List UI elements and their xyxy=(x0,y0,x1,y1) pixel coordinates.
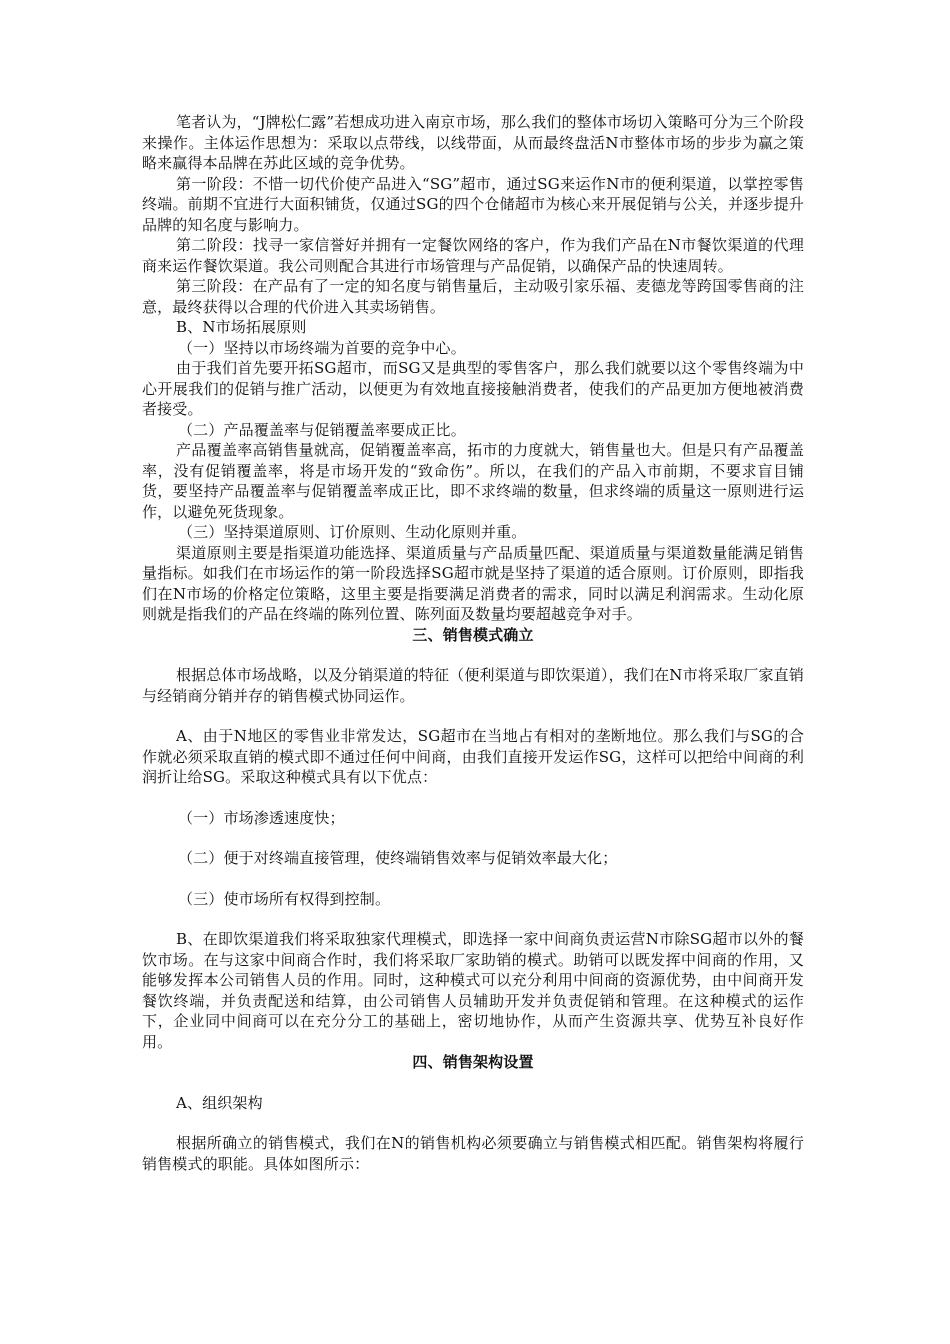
principle-two: （二）产品覆盖率与促销覆盖率要成正比。 xyxy=(178,420,466,439)
paragraph-exclusive-agent: B、在即饮渠道我们将采取独家代理模式，即选择一家中间商负责运营N市除SG超市以外的餐饮市场。在与这家中间商合作时，我们将采取厂家助销的模式。助销可以既发挥中间商的作用，又能够发挥本公司销售人员的作用。同时，这种模式可以充分利用中间商的资源优势，由中间商开发餐饮终端，并负责配送和结算，由公司销售人员辅助开发并负责促销和管理。在这种模式的运作下，企业同中间商可以在充分分工的基础上，密切地协作，从而产生资源共享、优势互补良好作用。 xyxy=(142,930,804,1051)
principle-three: （三）坚持渠道原则、订价原则、生动化原则并重。 xyxy=(178,523,527,541)
subheading-expansion-principles: B、N市场拓展原则 xyxy=(176,318,307,336)
section-heading-sales-structure: 四、销售架构设置 xyxy=(412,1053,534,1071)
advantage-two: （二）便于对终端直接管理，使终端销售效率与促销效率最大化； xyxy=(178,849,618,867)
principle-one: （一）坚持以市场终端为首要的竞争中心。 xyxy=(178,338,466,357)
paragraph-channel-pricing: 渠道原则主要是指渠道功能选择、渠道质量与产品质量匹配、渠道质量与渠道数量能满足销售量指标。如我们在市场运作的第一阶段选择SG超市就是坚持了渠道的适合原则。订价原则，即指我们在N市场的价格定位策略，这里主要是指要满足消费者的需求，同时以满足利润需求。生动化原则就是指我们的产品在终端的陈列位置、陈列面及数量均要超越竞争对手。 xyxy=(142,543,804,623)
paragraph-organization: 根据所确立的销售模式，我们在N的销售机构必须要确立与销售模式相匹配。销售架构将履行销售模式的职能。具体如图所示： xyxy=(142,1134,804,1173)
paragraph-direct-sales: A、由于N地区的零售业非常发达，SG超市在当地占有相对的垄断地位。那么我们与SG的合作就必须采取直销的模式即不通过任何中间商，由我们直接开发运作SG，这样可以把给中间商的利润折让给SG。采取这种模式具有以下优点： xyxy=(142,727,804,786)
advantage-one: （一）市场渗透速度快； xyxy=(178,808,345,827)
paragraph-phase-two: 第二阶段：找寻一家信誉好并拥有一定餐饮网络的客户，作为我们产品在N市餐饮渠道的代理商来运作餐饮渠道。我公司则配合其进行市场管理与产品促销，以确保产品的快速周转。 xyxy=(142,236,804,275)
subheading-organization: A、组织架构 xyxy=(176,1093,263,1112)
paragraph-phase-three: 第三阶段：在产品有了一定的知名度与销售量后，主动吸引家乐福、麦德龙等跨国零售商的注意，最终获得以合理的代价进入其卖场销售。 xyxy=(142,277,804,316)
paragraph-sales-model-intro: 根据总体市场战略，以及分销渠道的特征（便利渠道与即饮渠道），我们在N市将采取厂家直销与经销商分销并存的销售模式协同运作。 xyxy=(142,666,804,705)
paragraph-entry-strategy: 笔者认为，“J牌松仁露”若想成功进入南京市场，那么我们的整体市场切入策略可分为三个阶段来操作。主体运作思想为：采取以点带线，以线带面，从而最终盘活N市整体市场的步步为赢之策略来赢得本品牌在苏此区域的竞争优势。 xyxy=(142,113,804,172)
paragraph-coverage: 产品覆盖率高销售量就高，促销覆盖率高，拓市的力度就大，销售量也大。但是只有产品覆盖率，没有促销覆盖率，将是市场开发的“致命伤”。所以，在我们的产品入市前期，不要求盲目铺货，要坚持产品覆盖率与促销覆盖率成正比，即不求终端的数量，但求终端的质量这一原则进行运作，以避免死货现象。 xyxy=(142,441,804,521)
document-body xyxy=(142,112,804,1174)
paragraph-phase-one: 第一阶段：不惜一切代价使产品进入“SG”超市，通过SG来运作N市的便利渠道，以掌控零售终端。前期不宜进行大面积铺货，仅通过SG的四个仓储超市为核心来开展促销与公关，并逐步提升品牌的知名度与影响力。 xyxy=(142,174,804,234)
advantage-three: （三）使市场所有权得到控制。 xyxy=(178,889,391,908)
paragraph-terminal-focus: 由于我们首先要开拓SG超市，而SG又是典型的零售客户，那么我们就要以这个零售终端为中心开展我们的促销与推广活动，以便更为有效地直接接触消费者，使我们的产品更加方便地被消费者接受。 xyxy=(142,359,804,418)
section-heading-sales-model: 三、销售模式确立 xyxy=(412,625,534,644)
